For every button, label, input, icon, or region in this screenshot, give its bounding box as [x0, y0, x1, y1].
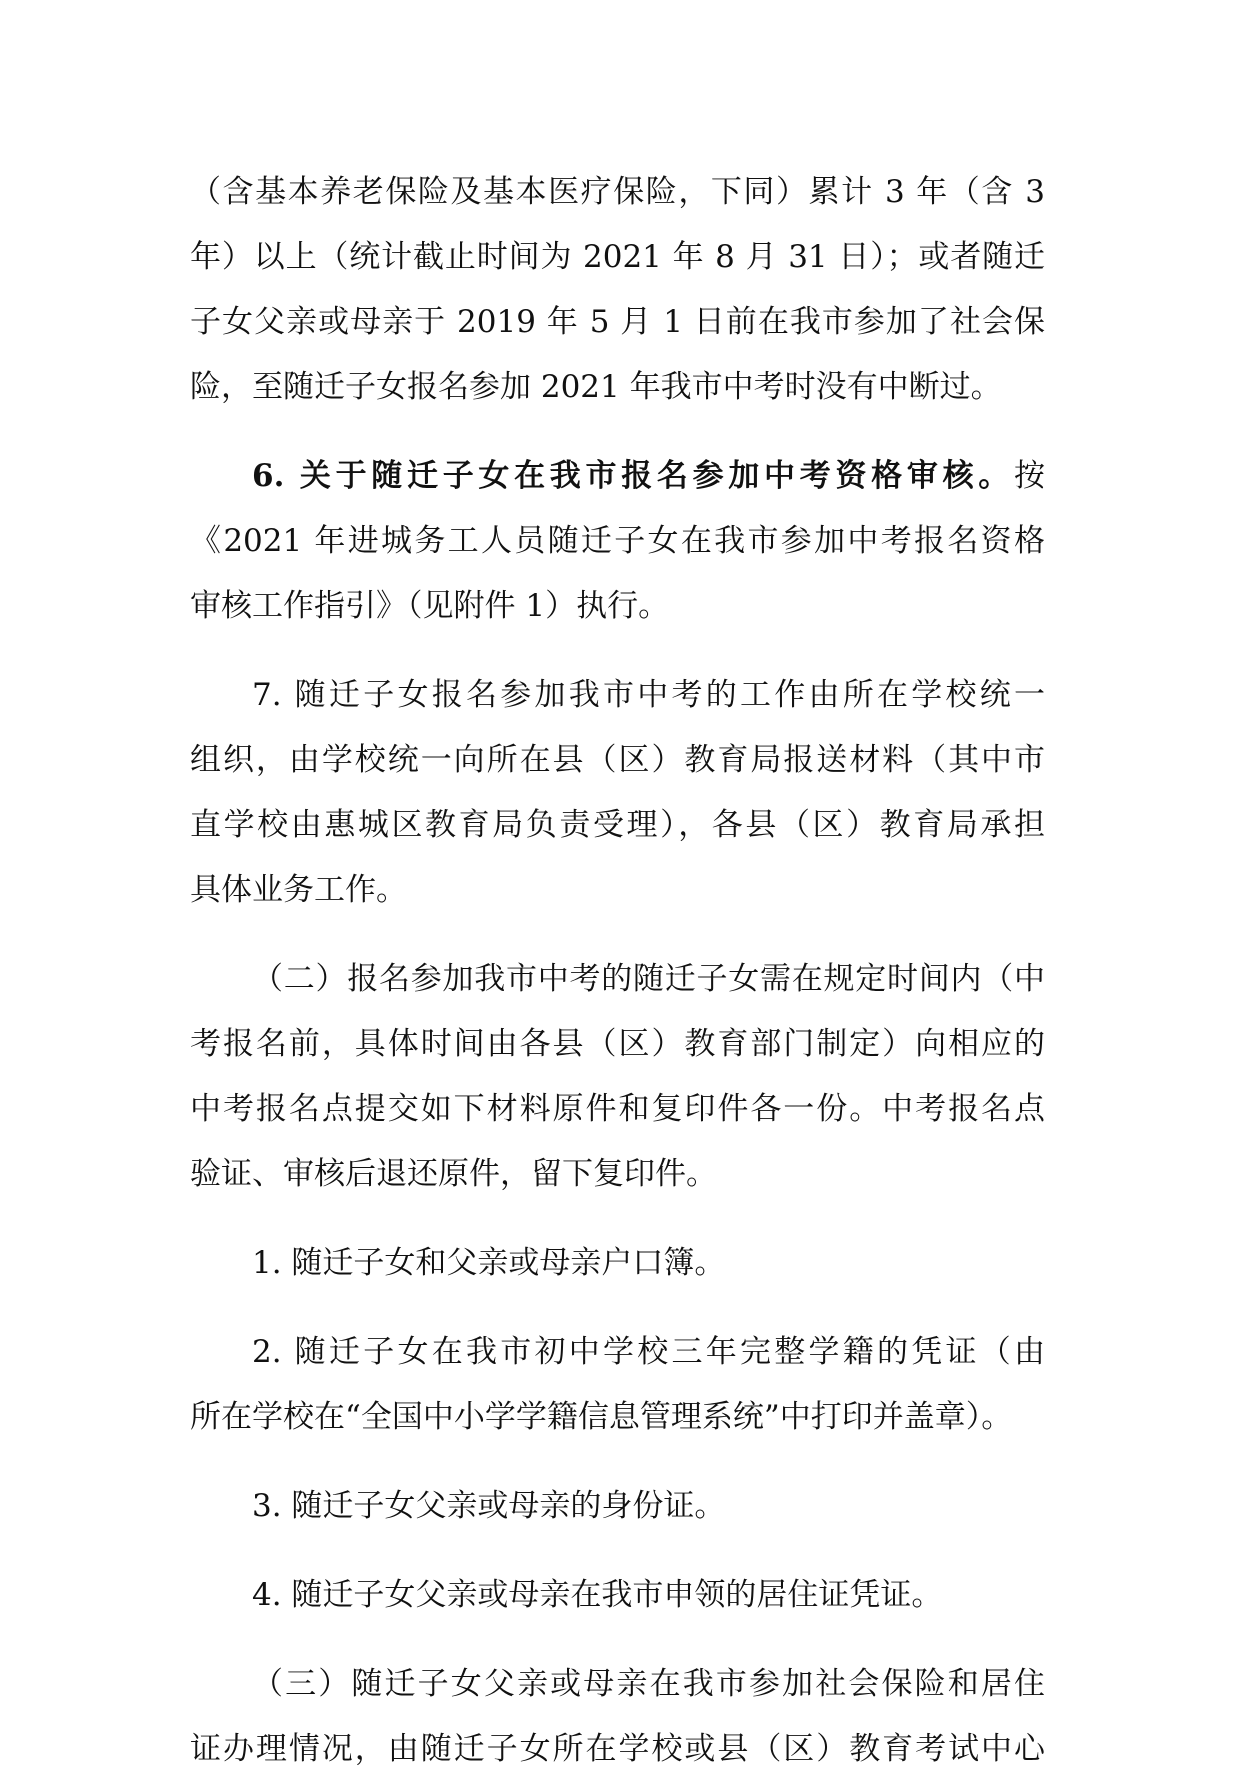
text-line: 审核工作指引》（见附件 1）执行。	[190, 588, 670, 624]
paragraph-item-6	[190, 444, 1045, 639]
text-line: 子女父亲或母亲于 2019 年 5 月 1 日前在我市参加了社会保	[190, 304, 1045, 340]
list-item-1	[190, 1231, 1045, 1296]
text-line: 3. 随迁子女父亲或母亲的身份证。	[252, 1488, 726, 1524]
paragraph-social-insurance	[190, 160, 1045, 420]
paragraph-item-7	[190, 663, 1045, 923]
paragraph-section-3	[190, 1652, 1045, 1782]
paragraph-section-2	[190, 947, 1045, 1207]
text-line: 年）以上（统计截止时间为 2021 年 8 月 31 日）；或者随迁	[190, 239, 1045, 275]
text-line: （含基本养老保险及基本医疗保险，下同）累计 3 年（含 3	[190, 174, 1045, 210]
text-line: 4. 随迁子女父亲或母亲在我市申领的居住证凭证。	[252, 1577, 943, 1613]
text-line: 险，至随迁子女报名参加 2021 年我市中考时没有中断过。	[190, 369, 1002, 405]
text-line: 《2021 年进城务工人员随迁子女在我市参加中考报名资格	[190, 523, 1045, 559]
text-line: （三）随迁子女父亲或母亲在我市参加社会保险和居住	[252, 1666, 1045, 1702]
list-item-3	[190, 1474, 1045, 1539]
text-line: 验证、审核后退还原件，留下复印件。	[190, 1156, 717, 1192]
text-line: 证办理情况，由随迁子女所在学校或县（区）教育考试中心	[190, 1731, 1045, 1767]
text-line: 考报名前，具体时间由各县（区）教育部门制定）向相应的	[190, 1026, 1045, 1062]
text-line: 2. 随迁子女在我市初中学校三年完整学籍的凭证（由	[252, 1334, 1045, 1370]
text-line: 直学校由惠城区教育局负责受理），各县（区）教育局承担	[190, 807, 1045, 843]
text-line: 具体业务工作。	[190, 872, 407, 908]
item-6-heading: 6. 关于随迁子女在我市报名参加中考资格审核。	[252, 458, 1014, 494]
text-line: 中考报名点提交如下材料原件和复印件各一份。中考报名点	[190, 1091, 1045, 1127]
text-line: 7. 随迁子女报名参加我市中考的工作由所在学校统一	[252, 677, 1045, 713]
text-line-lead	[190, 444, 1045, 509]
text-line: 组织，由学校统一向所在县（区）教育局报送材料（其中市	[190, 742, 1045, 778]
text-line: 1. 随迁子女和父亲或母亲户口簿。	[252, 1245, 726, 1281]
list-item-2	[190, 1320, 1045, 1450]
item-6-lead-rest: 按	[1014, 458, 1045, 494]
document-page	[190, 160, 1045, 1782]
text-line: （二）报名参加我市中考的随迁子女需在规定时间内（中	[252, 961, 1045, 997]
text-line: 所在学校在“全国中小学学籍信息管理系统”中打印并盖章）。	[190, 1399, 1013, 1435]
list-item-4	[190, 1563, 1045, 1628]
